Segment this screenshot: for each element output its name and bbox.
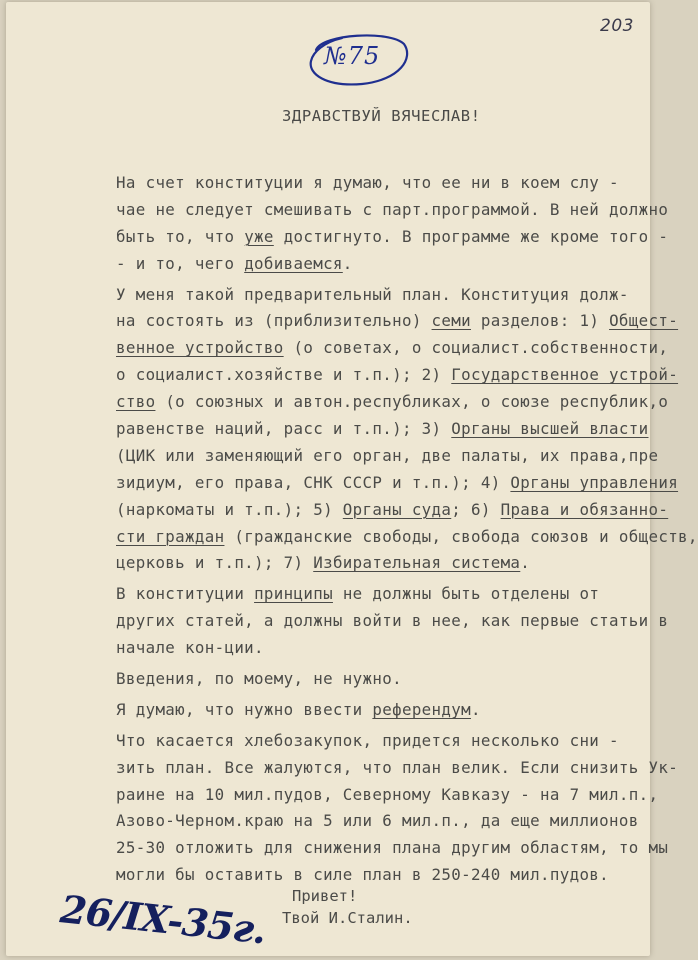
underlined-phrase: Государственное устрой- xyxy=(451,365,679,385)
text-line xyxy=(116,335,669,362)
paragraph xyxy=(116,697,656,724)
text-segment: Азово-Черном.краю на 5 или 6 мил.п., да еще миллионов xyxy=(116,811,639,831)
text-segment: достигнуто. В программе же кроме того - xyxy=(273,226,669,246)
text-segment: . xyxy=(520,553,531,573)
underlined-phrase: Органы высшей власти xyxy=(451,419,649,439)
text-line xyxy=(116,782,659,809)
text-line xyxy=(116,524,698,551)
text-segment: (ЦИК или заменяющий его орган, две палаты, их права,пре xyxy=(116,445,659,465)
underlined-phrase: сти граждан xyxy=(116,526,225,546)
text-segment: зидиум, его права, СНК СССР и т.п.); 4) xyxy=(116,472,511,492)
text-segment: чае не следует смешивать с парт.программой. В ней должно xyxy=(116,199,669,219)
text-segment: . xyxy=(342,253,353,273)
text-line xyxy=(116,282,656,309)
text-segment: - и то, чего xyxy=(116,253,245,273)
text-segment: раине на 10 мил.пудов, Северному Кавказу - на 7 мил.п., xyxy=(116,784,659,804)
text-line xyxy=(116,470,679,497)
letter-page xyxy=(6,2,698,956)
text-line xyxy=(116,808,656,835)
text-segment: Введения, по моему, не нужно. xyxy=(116,669,402,689)
text-line xyxy=(116,170,656,197)
text-segment: разделов: 1) xyxy=(471,311,610,331)
paragraph xyxy=(116,170,669,278)
underlined-phrase: Избирательная система xyxy=(313,553,521,573)
underlined-phrase: ство xyxy=(116,392,156,412)
text-line xyxy=(116,389,669,416)
text-line xyxy=(116,697,656,724)
underlined-phrase: Органы управления xyxy=(510,472,679,492)
text-segment: На счет конституции я думаю, что ее ни в коем слу - xyxy=(116,173,619,192)
paragraph xyxy=(116,282,698,578)
text-segment: церковь и т.п.); 7) xyxy=(116,553,314,573)
underlined-phrase: венное устройство xyxy=(116,338,284,358)
underlined-phrase: Органы суда xyxy=(342,499,452,519)
text-line xyxy=(116,608,669,635)
text-segment: Я думаю, что нужно ввести xyxy=(116,699,373,719)
text-line xyxy=(116,581,656,608)
text-line xyxy=(116,308,679,335)
underlined-phrase: Общест- xyxy=(609,311,679,331)
text-segment: зить план. Все жалуются, что план велик. Если снизить Ук- xyxy=(116,757,679,777)
document-number: №75 xyxy=(324,42,381,70)
text-segment: (о союзных и автон.республиках, о союзе республик,о xyxy=(155,392,669,412)
handwritten-date-text: 26/IX-35г. xyxy=(58,886,268,953)
text-segment: равенстве наций, расс и т.п.); 3) xyxy=(116,419,452,439)
underlined-phrase: добиваемся xyxy=(244,253,343,273)
text-line xyxy=(116,666,656,693)
archive-page-number: 203 xyxy=(600,16,634,36)
greeting-heading: ЗДРАВСТВУЙ ВЯЧЕСЛАВ! xyxy=(282,107,481,125)
letter-body xyxy=(116,170,698,893)
text-segment: (наркоматы и т.п.); 5) xyxy=(116,499,343,519)
text-segment: 25-30 отложить для снижения плана другим областям, то мы xyxy=(116,838,669,858)
text-line xyxy=(116,362,679,389)
text-line xyxy=(116,755,679,782)
paragraph xyxy=(116,581,669,662)
text-segment: ; 6) xyxy=(451,499,501,519)
text-line xyxy=(116,197,669,224)
handwritten-date-mark xyxy=(56,878,268,958)
text-segment: . xyxy=(470,699,481,719)
text-segment: В конституции xyxy=(116,584,255,604)
text-segment: не должны быть отделены от xyxy=(332,584,600,604)
text-segment: других статей, а должны войти в нее, как первые статьи в xyxy=(116,611,669,631)
underlined-phrase: референдум xyxy=(372,699,471,719)
text-segment: Что касается хлебозакупок, придется несколько сни - xyxy=(116,730,619,750)
text-segment: быть то, что xyxy=(116,226,245,246)
text-segment: на состоять из (приблизительно) xyxy=(116,311,432,331)
signature-block xyxy=(282,885,413,929)
text-line xyxy=(116,497,669,524)
text-line xyxy=(116,443,659,470)
text-line xyxy=(116,728,656,755)
text-line xyxy=(116,835,669,862)
text-line xyxy=(116,635,656,662)
text-line xyxy=(116,224,669,251)
text-segment: начале кон-ции. xyxy=(116,638,264,658)
paragraph xyxy=(116,728,679,889)
text-segment: (гражданские свободы, свобода союзов и обществ, xyxy=(224,526,698,546)
text-line xyxy=(116,251,656,278)
text-line xyxy=(116,550,656,577)
closing-line: Привет! xyxy=(292,887,358,905)
signature-line: Твой И.Сталин. xyxy=(282,909,413,927)
underlined-phrase: Права и обязанно- xyxy=(500,499,669,519)
text-segment: У меня такой предварительный план. Конституция долж- xyxy=(116,284,629,304)
paragraph xyxy=(116,666,656,693)
text-line xyxy=(116,416,656,443)
text-segment: могли бы оставить в силе план в 250-240 мил.пудов. xyxy=(116,865,610,885)
text-segment: о социалист.хозяйстве и т.п.); 2) xyxy=(116,365,452,385)
underlined-phrase: уже xyxy=(244,226,274,246)
underlined-phrase: семи xyxy=(431,311,471,331)
underlined-phrase: принципы xyxy=(254,584,333,604)
text-segment: (о советах, о социалист.собственности, xyxy=(283,338,669,358)
